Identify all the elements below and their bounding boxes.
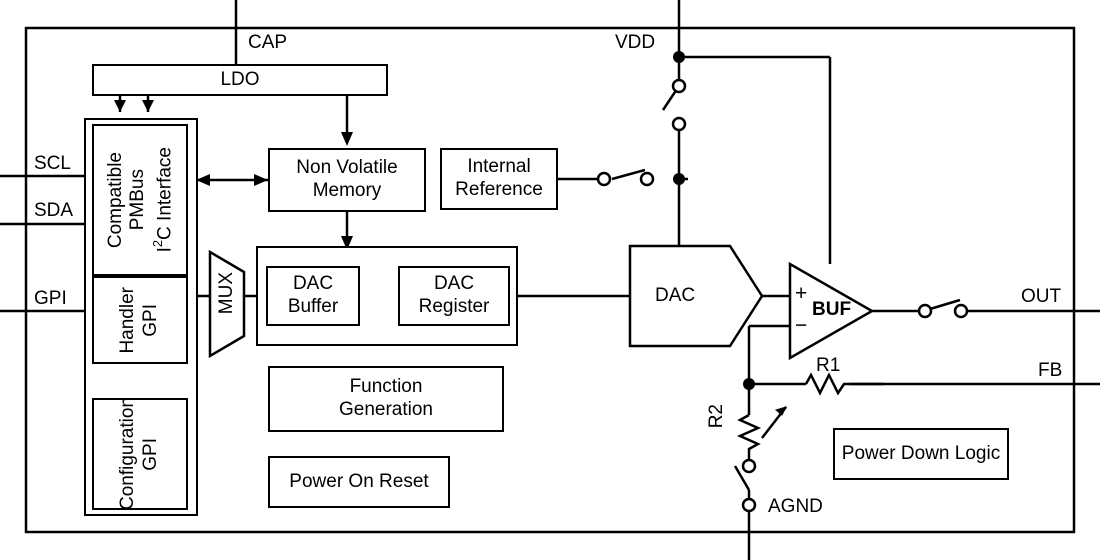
block-function-generation[interactable] <box>268 366 504 432</box>
buf-minus-label: − <box>795 314 808 337</box>
pin-label-cap: CAP <box>248 32 288 53</box>
block-power-down-logic[interactable] <box>833 428 1009 480</box>
block-dac-buffer-line2: Buffer <box>287 296 339 317</box>
block-i2c-interface[interactable] <box>92 124 188 276</box>
block-power-down-logic-label: Power Down Logic <box>841 442 1001 464</box>
feedback-junction-dot <box>743 378 755 390</box>
block-gpi-handler[interactable] <box>92 276 188 364</box>
vdd-junction-dot <box>673 51 685 63</box>
buf-plus-label: + <box>795 282 808 305</box>
pin-label-scl: SCL <box>34 153 71 174</box>
block-dac-buffer[interactable] <box>266 266 360 326</box>
block-function-gen-line1: Function <box>349 376 423 398</box>
block-power-on-reset-label: Power On Reset <box>289 470 429 492</box>
component-label-r2: R2 <box>706 404 727 429</box>
component-label-r1: R1 <box>816 355 841 376</box>
block-gpi-config-line1: GPI <box>140 437 161 471</box>
agnd-switch-terminal-bottom <box>743 499 755 511</box>
block-internal-reference[interactable] <box>440 148 558 210</box>
block-internal-ref-line2: Reference <box>455 179 543 200</box>
out-switch-terminal-left <box>919 305 931 317</box>
block-power-on-reset[interactable] <box>268 456 450 508</box>
block-dac-register-line1: DAC <box>433 273 475 295</box>
ref-switch-terminal-left <box>598 173 610 185</box>
block-buf-label: BUF <box>812 299 852 320</box>
block-i2c-line2: PMBus <box>127 169 149 231</box>
block-dac-buffer-line1: DAC <box>292 273 334 295</box>
block-i2c-line3: Compatible <box>104 151 126 249</box>
pin-label-fb: FB <box>1038 360 1063 381</box>
ref-switch-terminal-right <box>641 173 653 185</box>
block-function-gen-line2: Generation <box>338 399 433 420</box>
pin-label-agnd: AGND <box>768 496 823 517</box>
vdd-switch-terminal-top <box>673 80 685 92</box>
pin-label-vdd: VDD <box>615 32 656 53</box>
block-gpi-config-line2: Configuration <box>117 397 139 511</box>
pin-label-out: OUT <box>1021 286 1062 307</box>
vdd-switch-terminal-bottom <box>673 118 685 130</box>
block-gpi-handler-line2: Handler <box>117 286 139 354</box>
block-ldo[interactable] <box>92 64 388 96</box>
block-nvm-line1: Non Volatile <box>296 157 398 179</box>
block-dac-label: DAC <box>655 285 696 306</box>
block-internal-ref-line1: Internal <box>467 156 531 178</box>
block-mux-label: MUX <box>216 272 238 315</box>
block-gpi-handler-line1: GPI <box>140 303 161 337</box>
out-switch-terminal-right <box>955 305 967 317</box>
block-i2c-line1: $I^2C$ Interface <box>150 147 176 253</box>
pin-label-sda: SDA <box>34 200 74 221</box>
block-dac-register[interactable] <box>398 266 510 326</box>
ref-junction-dot <box>673 173 685 185</box>
agnd-switch-terminal-top <box>743 460 755 472</box>
block-gpi-configuration[interactable] <box>92 398 188 510</box>
pin-label-gpi: GPI <box>34 288 67 309</box>
block-nvm-line2: Memory <box>312 180 382 201</box>
block-ldo-label: LDO <box>220 68 260 90</box>
block-non-volatile-memory[interactable] <box>268 148 426 212</box>
block-dac-register-line2: Register <box>418 296 490 317</box>
